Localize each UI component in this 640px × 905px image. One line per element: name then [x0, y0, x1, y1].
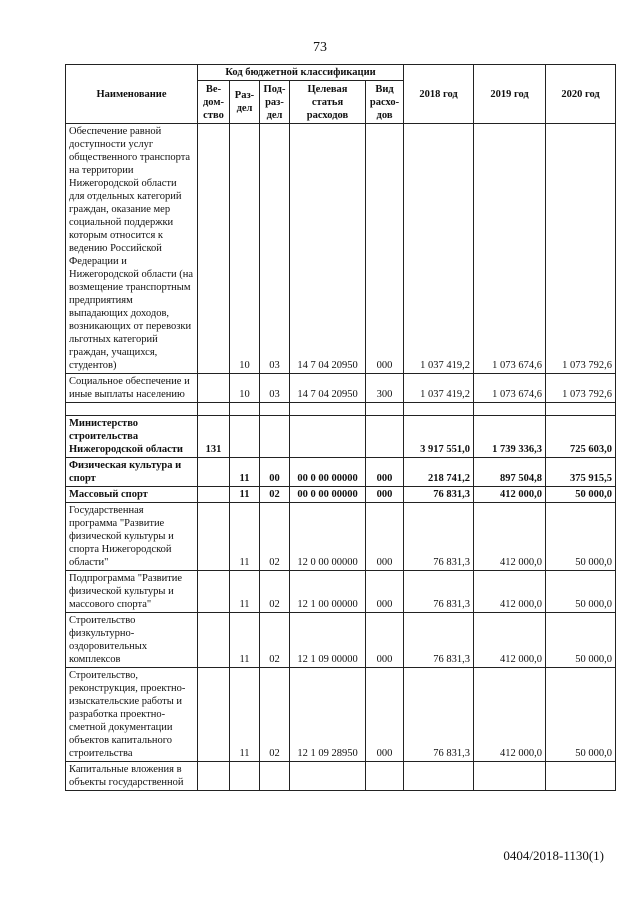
table-row [66, 503, 616, 571]
row-podrazdel: 02 [260, 487, 290, 503]
row-target: 12 1 00 00000 [290, 571, 366, 613]
row-razdel: 11 [230, 503, 260, 571]
row-target: 12 1 09 28950 [290, 668, 366, 762]
row-razdel: 10 [230, 124, 260, 374]
header-2018: 2018 год [404, 65, 474, 124]
row-razdel [230, 762, 260, 791]
row-razdel: 11 [230, 668, 260, 762]
row-name: Капитальные вложения в объекты государственной [66, 762, 198, 791]
row-vid [366, 416, 404, 458]
row-razdel: 11 [230, 458, 260, 487]
header-code-group: Код бюджетной классификации [198, 65, 404, 81]
row-target: 00 0 00 00000 [290, 458, 366, 487]
row-ved: 131 [198, 416, 230, 458]
row-ved [198, 571, 230, 613]
row-vid: 000 [366, 124, 404, 374]
row-2019: 412 000,0 [474, 571, 546, 613]
table-row [66, 613, 616, 668]
row-ved [198, 487, 230, 503]
row-podrazdel: 03 [260, 374, 290, 403]
row-razdel: 11 [230, 487, 260, 503]
table-row [66, 487, 616, 503]
table-row [66, 762, 616, 791]
row-ved [198, 613, 230, 668]
table-row [66, 571, 616, 613]
row-2018: 3 917 551,0 [404, 416, 474, 458]
row-ved [198, 124, 230, 374]
row-razdel: 10 [230, 374, 260, 403]
row-2019: 412 000,0 [474, 668, 546, 762]
row-target: 00 0 00 00000 [290, 487, 366, 503]
row-name: Физическая культура и спорт [66, 458, 198, 487]
row-target [290, 762, 366, 791]
row-vid: 000 [366, 613, 404, 668]
row-vid: 000 [366, 668, 404, 762]
header-vid: Вид расхо-дов [366, 81, 404, 124]
row-vid: 000 [366, 458, 404, 487]
row-2020: 1 073 792,6 [546, 124, 616, 374]
header-vedomstvo: Ве-дом-ство [198, 81, 230, 124]
row-2020: 1 073 792,6 [546, 374, 616, 403]
row-podrazdel [260, 416, 290, 458]
table-row [66, 668, 616, 762]
row-podrazdel: 00 [260, 458, 290, 487]
row-2018: 76 831,3 [404, 613, 474, 668]
row-name: Министерство строительства Нижегородской области [66, 416, 198, 458]
row-2020: 50 000,0 [546, 487, 616, 503]
row-name: Социальное обеспечение и иные выплаты населению [66, 374, 198, 403]
header-row-1 [66, 65, 616, 81]
row-razdel: 11 [230, 571, 260, 613]
row-vid: 300 [366, 374, 404, 403]
row-vid: 000 [366, 503, 404, 571]
header-name: Наименование [66, 65, 198, 124]
row-target [290, 416, 366, 458]
row-vid [366, 762, 404, 791]
row-podrazdel: 02 [260, 613, 290, 668]
row-2018: 76 831,3 [404, 503, 474, 571]
row-2019 [474, 762, 546, 791]
row-name: Подпрограмма "Развитие физической культуры и массового спорта" [66, 571, 198, 613]
row-razdel: 11 [230, 613, 260, 668]
row-2018: 218 741,2 [404, 458, 474, 487]
row-razdel [230, 416, 260, 458]
row-vid: 000 [366, 571, 404, 613]
row-name: Государственная программа "Развитие физической культуры и спорта Нижегородской области" [66, 503, 198, 571]
header-podrazdel: Под-раз-дел [260, 81, 290, 124]
row-name: Массовый спорт [66, 487, 198, 503]
row-podrazdel: 03 [260, 124, 290, 374]
row-2020 [546, 762, 616, 791]
spacer-row [66, 403, 616, 416]
row-2020: 375 915,5 [546, 458, 616, 487]
row-2019: 412 000,0 [474, 503, 546, 571]
row-podrazdel: 02 [260, 571, 290, 613]
budget-table [65, 64, 616, 791]
row-2018 [404, 762, 474, 791]
row-2019: 412 000,0 [474, 613, 546, 668]
row-podrazdel: 02 [260, 503, 290, 571]
table-row [66, 124, 616, 374]
row-name: Строительство, реконструкция, проектно-изыскательские работы и разработка проектно-сметной документации объектов капитального строительства [66, 668, 198, 762]
row-2019: 1 073 674,6 [474, 374, 546, 403]
header-2019: 2019 год [474, 65, 546, 124]
row-vid: 000 [366, 487, 404, 503]
table-row [66, 458, 616, 487]
row-2018: 1 037 419,2 [404, 124, 474, 374]
row-podrazdel: 02 [260, 668, 290, 762]
row-2019: 897 504,8 [474, 458, 546, 487]
row-name: Строительство физкультурно-оздоровительных комплексов [66, 613, 198, 668]
row-target: 12 0 00 00000 [290, 503, 366, 571]
row-podrazdel [260, 762, 290, 791]
row-target: 14 7 04 20950 [290, 124, 366, 374]
row-2019: 1 073 674,6 [474, 124, 546, 374]
row-2018: 76 831,3 [404, 571, 474, 613]
table-row [66, 374, 616, 403]
header-razdel: Раз-дел [230, 81, 260, 124]
document-code: 0404/2018-1130(1) [503, 848, 604, 863]
header-2020: 2020 год [546, 65, 616, 124]
row-name: Обеспечение равной доступности услуг общественного транспорта на территории Нижегородской области для отдельных категорий граждан, оказание мер социальной поддержки которым относится к ведению Российской Федерации и Нижегородской области (на возмещение транспортным предприятиям выпадающих доходов, возникающих от перевозки льготных категорий граждан, учащихся, студентов) [66, 124, 198, 374]
row-target: 12 1 09 00000 [290, 613, 366, 668]
page-number: 73 [313, 40, 327, 55]
row-2020: 725 603,0 [546, 416, 616, 458]
row-ved [198, 374, 230, 403]
row-2018: 1 037 419,2 [404, 374, 474, 403]
header-target: Целевая статья расходов [290, 81, 366, 124]
row-target: 14 7 04 20950 [290, 374, 366, 403]
row-ved [198, 458, 230, 487]
row-2020: 50 000,0 [546, 668, 616, 762]
table-row [66, 416, 616, 458]
row-2019: 1 739 336,3 [474, 416, 546, 458]
row-2019: 412 000,0 [474, 487, 546, 503]
row-ved [198, 762, 230, 791]
row-2018: 76 831,3 [404, 668, 474, 762]
row-2020: 50 000,0 [546, 613, 616, 668]
row-2020: 50 000,0 [546, 571, 616, 613]
row-2020: 50 000,0 [546, 503, 616, 571]
row-ved [198, 503, 230, 571]
row-2018: 76 831,3 [404, 487, 474, 503]
row-ved [198, 668, 230, 762]
